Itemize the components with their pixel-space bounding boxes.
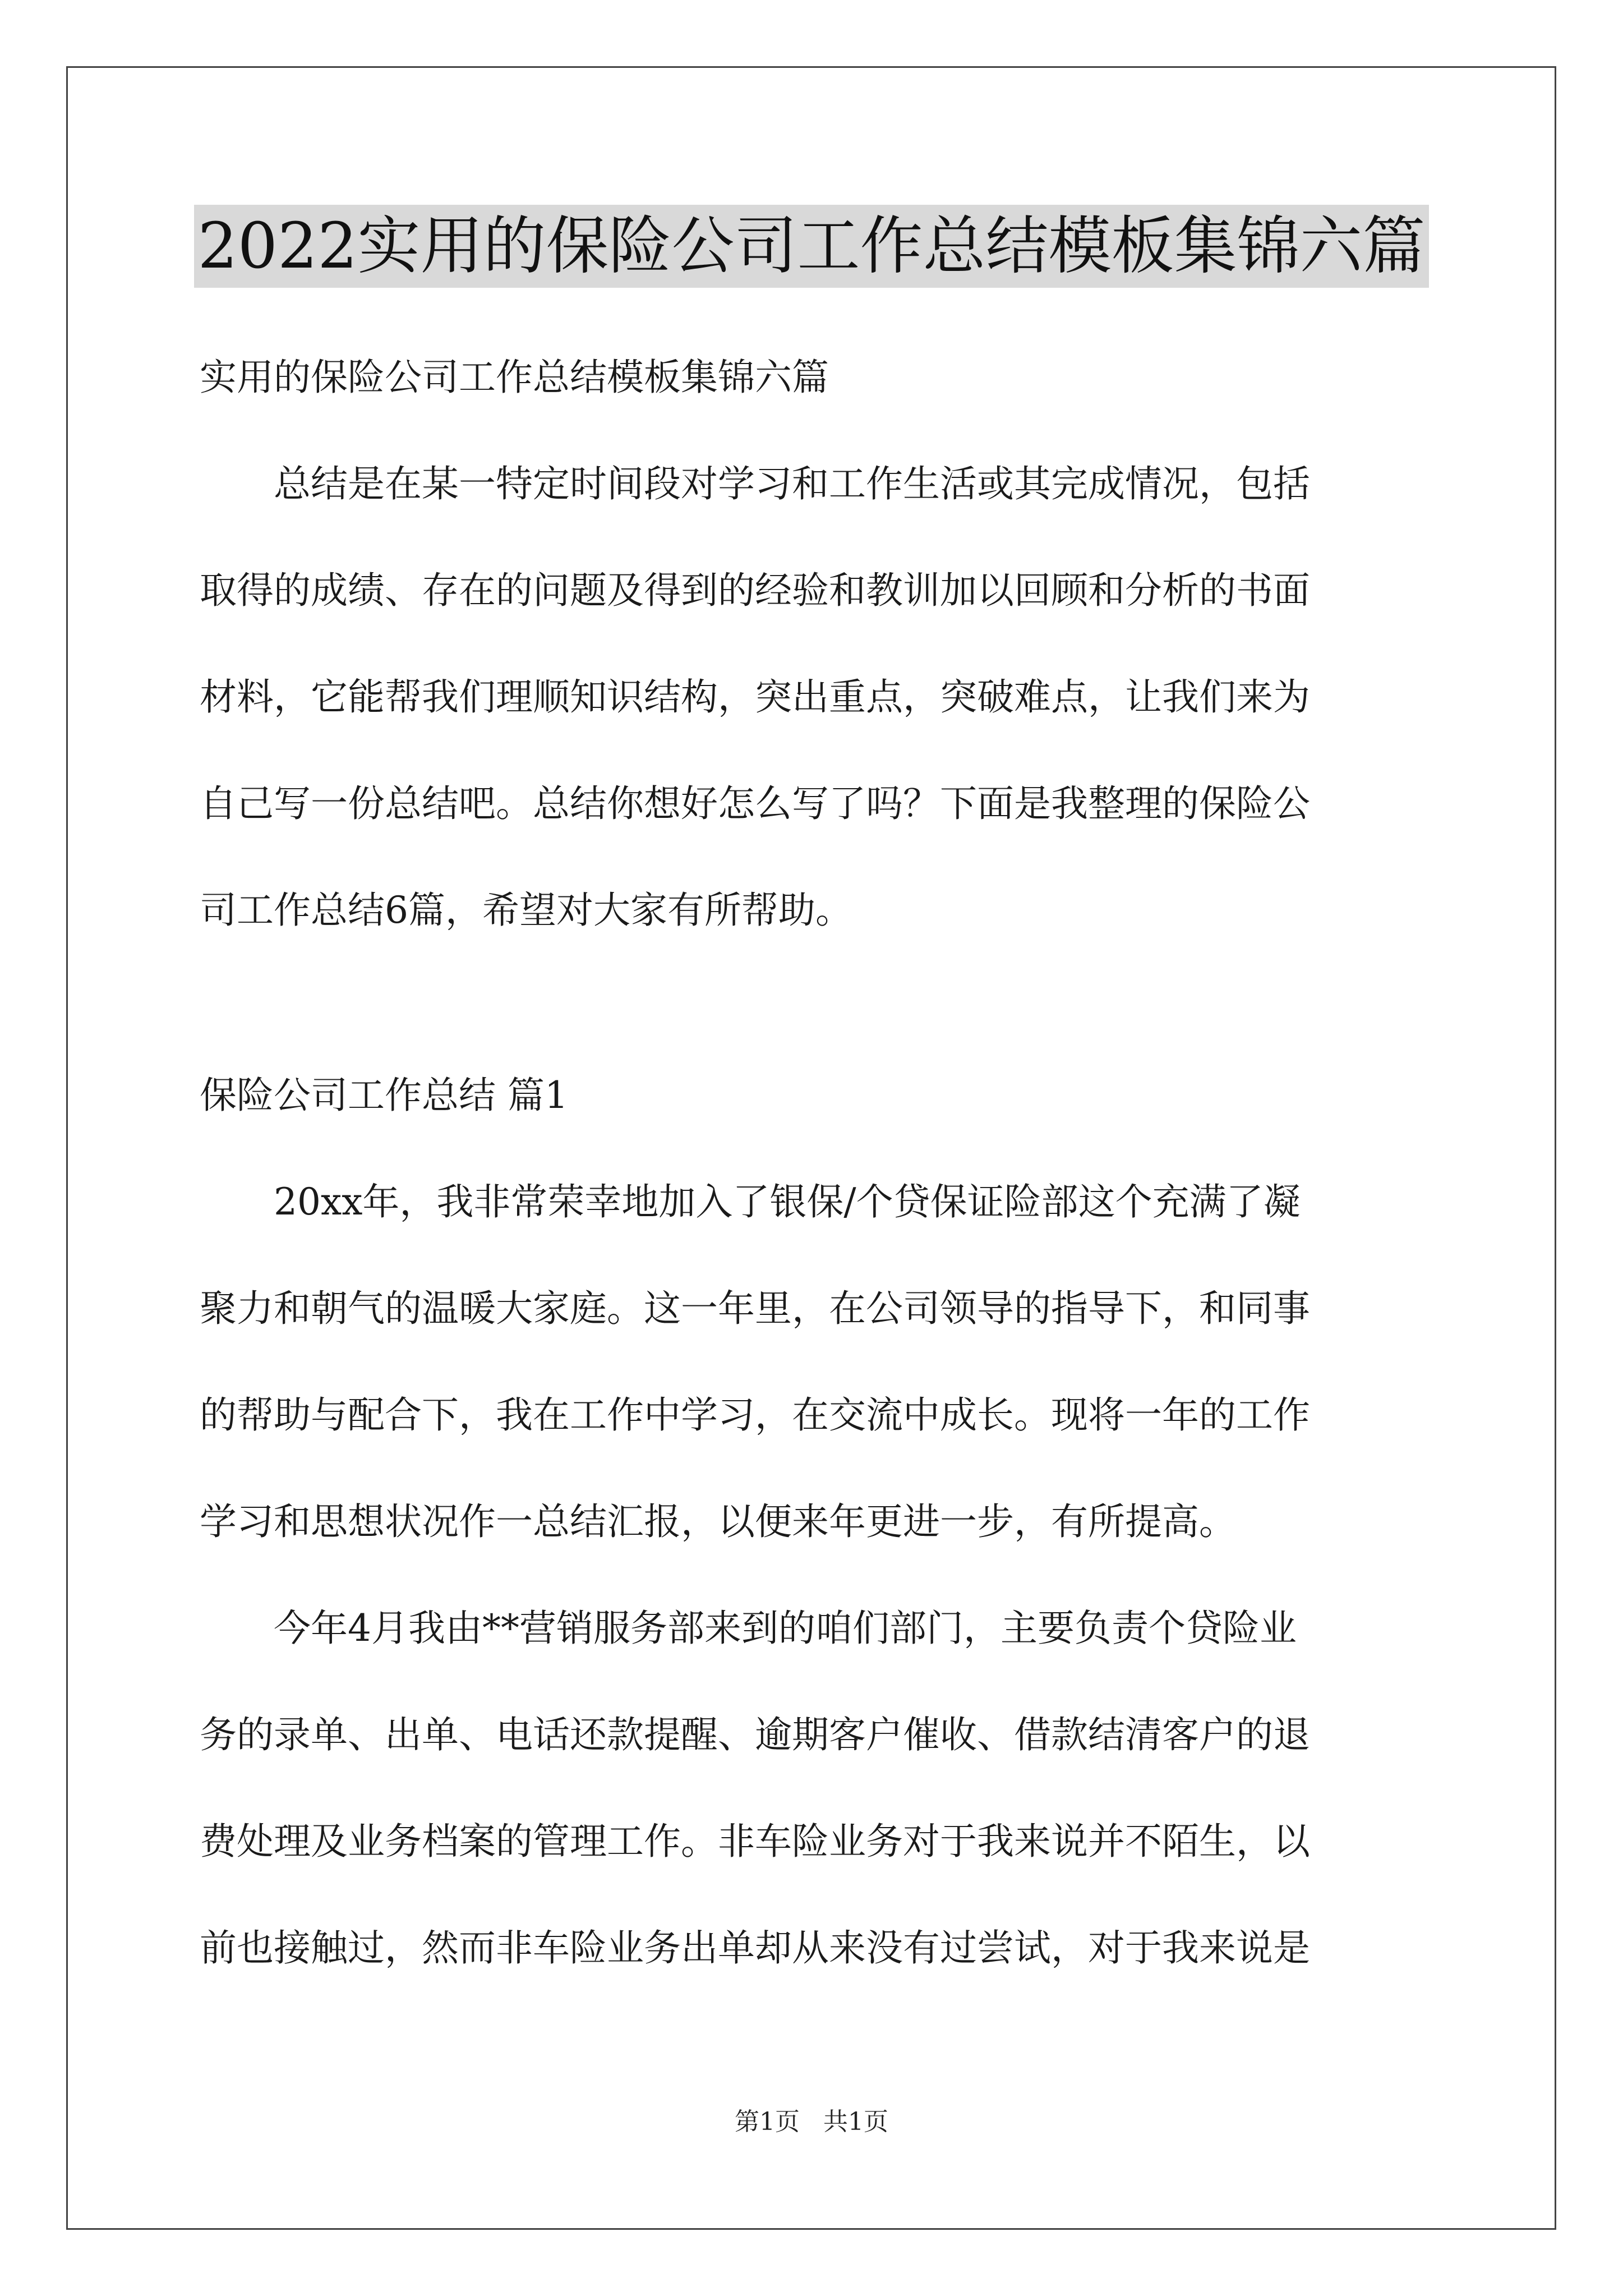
paragraph-line: 前也接触过，然而非车险业务出单却从来没有过尝试，对于我来说是 — [200, 1926, 1310, 1970]
paragraph-line: 费处理及业务档案的管理工作。非车险业务对于我来说并不陌生，以 — [200, 1820, 1310, 1863]
intro-line: 自己写一份总结吧。总结你想好怎么写了吗？下面是我整理的保险公 — [200, 782, 1310, 825]
paragraph-line: 务的录单、出单、电话还款提醒、逾期客户催收、借款结清客户的退 — [200, 1713, 1310, 1756]
paragraph-line: 的帮助与配合下，我在工作中学习，在交流中成长。现将一年的工作 — [200, 1393, 1310, 1437]
intro-line: 司工作总结6篇，希望对大家有所帮助。 — [200, 889, 852, 932]
document-title: 2022实用的保险公司工作总结模板集锦六篇 — [194, 205, 1428, 288]
paragraph-line: 今年4月我由**营销服务部来到的咱们部门，主要负责个贷险业 — [200, 1607, 1297, 1650]
intro-line: 材料，它能帮我们理顺知识结构，突出重点，突破难点，让我们来为 — [200, 675, 1310, 719]
paragraph-line: 聚力和朝气的温暖大家庭。这一年里，在公司领导的指导下，和同事 — [200, 1287, 1310, 1330]
intro-line: 总结是在某一特定时间段对学习和工作生活或其完成情况，包括 — [200, 462, 1310, 505]
paragraph-line: 学习和思想状况作一总结汇报，以便来年更进一步，有所提高。 — [200, 1500, 1236, 1543]
paragraph-line: 20xx年，我非常荣幸地加入了银保/个贷保证险部这个充满了凝 — [200, 1180, 1301, 1223]
section-heading: 保险公司工作总结 篇1 — [200, 1074, 568, 1117]
page-footer: 第1页 共1页 — [735, 2108, 888, 2136]
title-container — [0, 205, 1623, 288]
intro-line: 取得的成绩、存在的问题及得到的经验和教训加以回顾和分析的书面 — [200, 569, 1310, 612]
subtitle: 实用的保险公司工作总结模板集锦六篇 — [200, 356, 829, 399]
